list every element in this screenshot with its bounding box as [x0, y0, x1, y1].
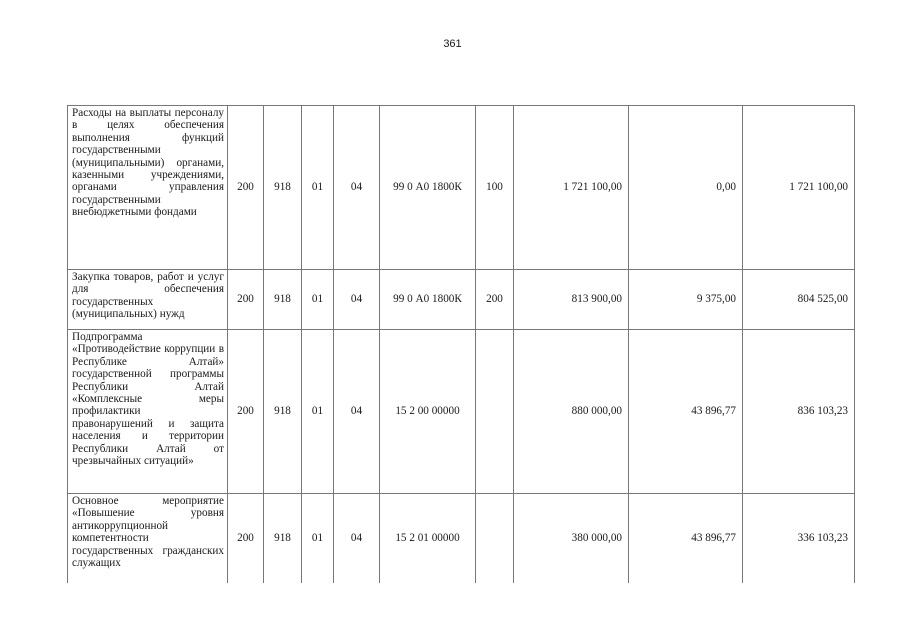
amount-cell: 880 000,00	[514, 330, 629, 494]
table-row	[68, 106, 855, 270]
subsection-cell: 04	[334, 330, 380, 494]
table-row	[68, 494, 855, 583]
expense-type-cell	[476, 330, 514, 494]
amount-cell: 9 375,00	[629, 270, 743, 330]
code-cell: 200	[228, 330, 264, 494]
row-description: Основное мероприятие «Повышение уровня антикоррупционной компетентности государственных гражданских служащих	[68, 494, 228, 583]
amount-cell: 813 900,00	[514, 270, 629, 330]
subsection-cell: 04	[334, 106, 380, 270]
code-cell: 918	[264, 106, 302, 270]
target-article-cell: 99 0 А0 1800К	[380, 270, 476, 330]
amount-cell: 43 896,77	[629, 330, 743, 494]
row-description: Закупка товаров, работ и услуг для обеспечения государственных (муниципальных) нужд	[68, 270, 228, 330]
row-description: Подпрограмма «Противодействие коррупции в Республике Алтай» государственной программы Республики Алтай «Комплексные меры профилактики правонарушений и защита населения и территории Республики Алтай от чрезвычайных ситуаций»	[68, 330, 228, 494]
amount-cell: 836 103,23	[743, 330, 855, 494]
section-cell: 01	[302, 330, 334, 494]
amount-cell: 380 000,00	[514, 494, 629, 583]
amount-cell: 1 721 100,00	[514, 106, 629, 270]
row-description: Расходы на выплаты персоналу в целях обеспечения выполнения функций государственными (муниципальными) органами, казенными учреждениями, органами управления государственными внебюджетными фондами	[68, 106, 228, 270]
section-cell: 01	[302, 494, 334, 583]
target-article-cell: 15 2 01 00000	[380, 494, 476, 583]
subsection-cell: 04	[334, 494, 380, 583]
amount-cell: 804 525,00	[743, 270, 855, 330]
code-cell: 200	[228, 494, 264, 583]
target-article-cell: 99 0 А0 1800К	[380, 106, 476, 270]
code-cell: 918	[264, 330, 302, 494]
code-cell: 918	[264, 270, 302, 330]
table-row	[68, 330, 855, 494]
amount-cell: 336 103,23	[743, 494, 855, 583]
code-cell: 200	[228, 106, 264, 270]
table-row	[68, 270, 855, 330]
amount-cell: 43 896,77	[629, 494, 743, 583]
budget-table	[67, 105, 855, 583]
target-article-cell: 15 2 00 00000	[380, 330, 476, 494]
code-cell: 918	[264, 494, 302, 583]
expense-type-cell	[476, 494, 514, 583]
code-cell: 200	[228, 270, 264, 330]
section-cell: 01	[302, 270, 334, 330]
amount-cell: 1 721 100,00	[743, 106, 855, 270]
subsection-cell: 04	[334, 270, 380, 330]
amount-cell: 0,00	[629, 106, 743, 270]
page-number: 361	[443, 38, 462, 50]
expense-type-cell: 200	[476, 270, 514, 330]
section-cell: 01	[302, 106, 334, 270]
expense-type-cell: 100	[476, 106, 514, 270]
